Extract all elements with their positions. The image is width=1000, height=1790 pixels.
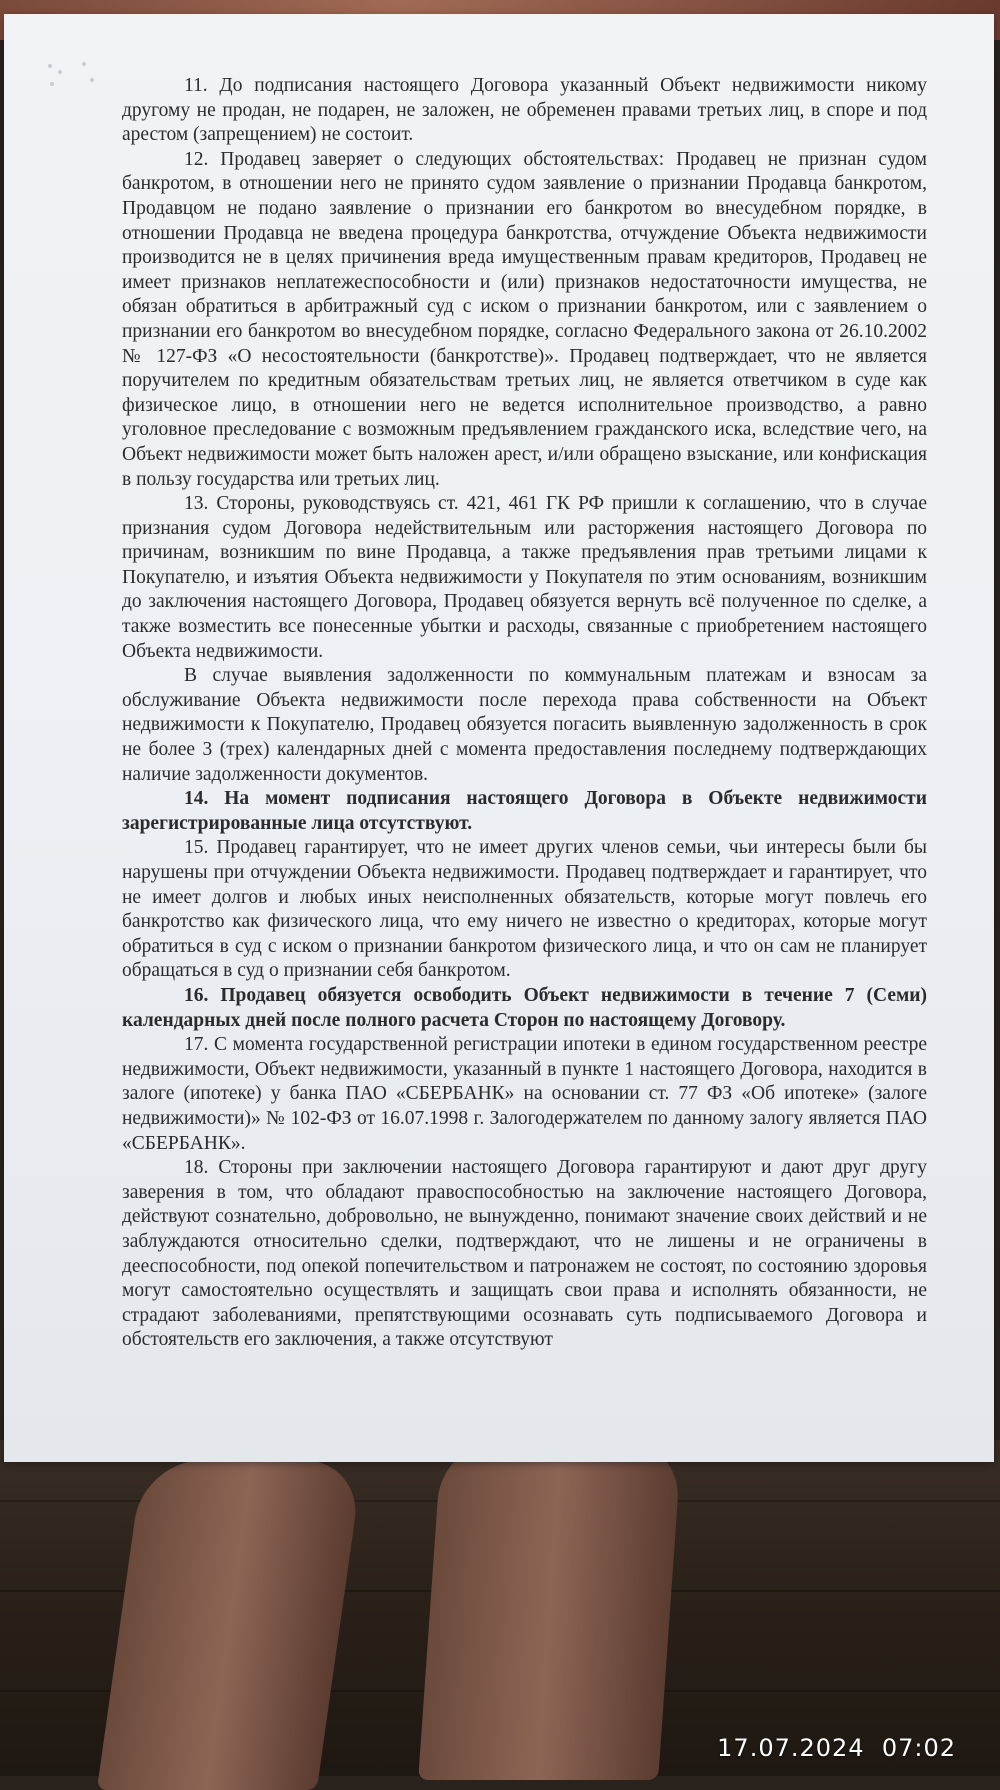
photo-timestamp: 17.07.2024 07:02 bbox=[717, 1734, 956, 1762]
right-leg bbox=[418, 1440, 682, 1780]
paragraph: 14. На момент подписания настоящего Договора в Объекте недвижимости зарегистрированные лица отсутствуют. bbox=[122, 788, 927, 834]
paragraph: 13. Стороны, руководствуясь ст. 421, 461 ГК РФ пришли к соглашению, что в случае признания судом Договора недействительным или расторжения настоящего Договора по причинам, возникшим по вине Продавца, а также предъявления прав третьими лицами к Покупателю, и изъятия Объекта недвижимости у Покупателя по этим основаниям, возникшим до заключения настоящего Договора, Продавец обязуется вернуть всё полученное по сделке, а также возместить все понесенные убытки и расходы, связанные с приобретением настоящего Объекта недвижимости. bbox=[122, 493, 927, 662]
left-leg bbox=[97, 1460, 363, 1790]
document-page bbox=[4, 14, 994, 1462]
paragraph: 18. Стороны при заключении настоящего Договора гарантируют и дают друг другу заверения в том, что обладают правоспособностью на заключение настоящего Договора, действуют сознательно, добровольно, не вынужденно, понимают значение своих действий и не заблуждаются относительно сделки, подтверждают, что не лишены и не ограничены в дееспособности, под опекой попечительством и патронажем не состоят, по состоянию здоровья могут самостоятельно осуществлять и защищать свои права и исполнять обязанности, не страдают заболеваниями, препятствующими осознавать суть подписываемого Договора и обстоятельств его заключения, а также отсутствуют bbox=[122, 1157, 927, 1351]
paragraph: 17. С момента государственной регистрации ипотеки в едином государственном реестре недвижимости, Объект недвижимости, указанный в пункте 1 настоящего Договора, находится в залоге (ипотеке) у банка ПАО «СБЕРБАНК» на основании ст. 77 ФЗ «Об ипотеке» (залоге недвижимости)» № 102-ФЗ от 16.07.1998 г. Залогодержателем по данному залогу является ПАО «СБЕРБАНК». bbox=[122, 1034, 927, 1154]
paragraph: 12. Продавец заверяет о следующих обстоятельствах: Продавец не признан судом банкротом, в отношении него не принято судом заявление о признании Продавца банкротом, Продавцом не подано заявление о признании его банкротом во внесудебном порядке, в отношении Продавца не введена процедура банкротства, отчуждение Объекта недвижимости производится не в целях причинения вреда имущественным правам кредиторов, Продавец не имеет признаков неплатежеспособности и (или) признаков недостаточности имущества, не обязан обратиться в арбитражный суд с иском о признании банкротом, или с заявлением о признании его банкротом во внесудебном порядке, согласно Федерального закона от 26.10.2002 № 127-ФЗ «О несостоятельности (банкротстве)». Продавец подтверждает, что не является поручителем по кредитным обязательствам третьих лиц, не является ответчиком в суде как физическое лицо, в отношении него не ведется исполнительное производство, а равно уголовное преследование с возможным предъявлением гражданского иска, вследствие чего, на Объект недвижимости может быть наложен арест, и/или обращено взыскание, или конфискация в пользу государства или третьих лиц. bbox=[122, 148, 927, 490]
paragraph: 16. Продавец обязуется освободить Объект недвижимости в течение 7 (Семи) календарных дней после полного расчета Сторон по настоящему Договору. bbox=[122, 984, 927, 1031]
paragraph: 11. До подписания настоящего Договора указанный Объект недвижимости никому другому не продан, не подарен, не заложен, не обременен правами третьих лиц, в споре и под арестом (запрещением) не состоит. bbox=[122, 75, 927, 146]
floor-background bbox=[0, 1440, 1000, 1776]
document-text bbox=[122, 74, 927, 1353]
paragraph: 15. Продавец гарантирует, что не имеет других членов семьи, чьи интересы были бы нарушены при отчуждении Объекта недвижимости. Продавец подтверждает и гарантирует, что не имеет долгов и любых иных неисполненных обязательств, которые могут повлечь его банкротство как физического лица, что ему ничего не известно о кредиторах, которые могут обратиться в суд с иском о признании банкротом физического лица, и что он сам не планирует обращаться в суд о признании себя банкротом. bbox=[122, 837, 927, 982]
paragraph: В случае выявления задолженности по коммунальным платежам и взносам за обслуживание Объекта недвижимости после перехода права собственности на Объект недвижимости к Покупателю, Продавец обязуется погасить выявленную задолженность в срок не более 3 (трех) календарных дней с момента предоставления последнему подтверждающих наличие задолженности документов. bbox=[122, 665, 927, 785]
staple-holes-mark bbox=[42, 58, 102, 98]
